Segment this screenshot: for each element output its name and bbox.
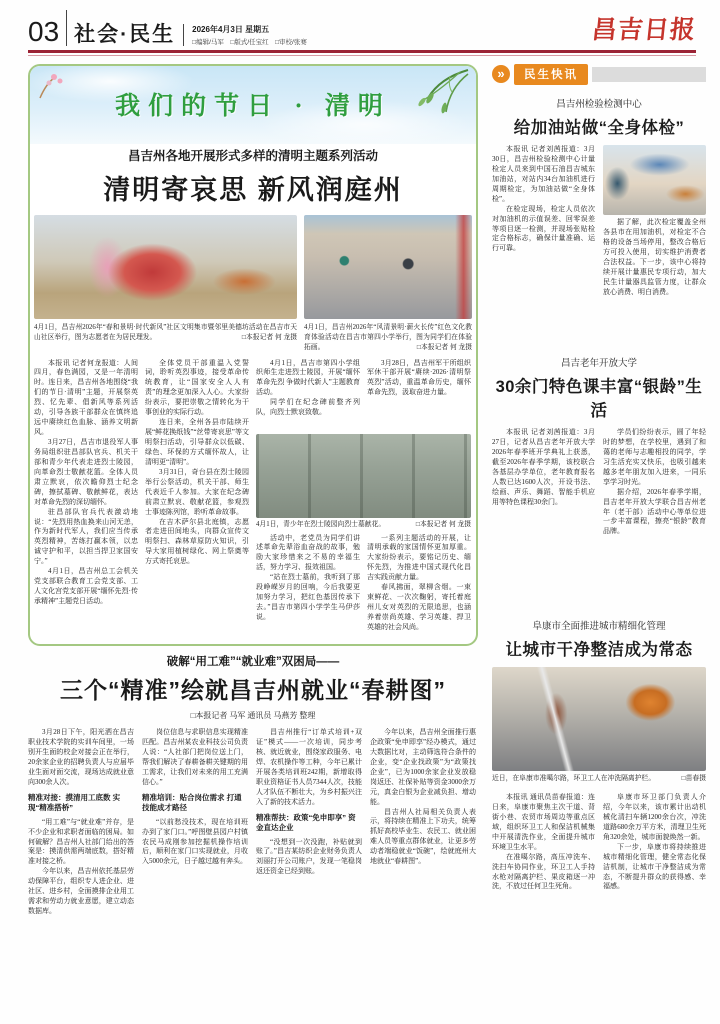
photo-caption xyxy=(256,520,471,532)
paragraph: 同学们在纪念碑前整齐列队，向烈士默哀致敬。 xyxy=(256,398,360,417)
caption-text: 4月1日，昌吉州2026年“春和景明·时代新风”社区文明集市暨邻里美德坊活动在昌吉市天山社区举行，图为志愿者在为居民理发。 xyxy=(34,324,297,341)
caption-text: 近日，在阜康市准噶尔路，环卫工人在冲洗隔离护栏。 xyxy=(492,775,656,782)
main-column xyxy=(28,64,478,1024)
staff-line: □编辑/马军 □版式/任宝红 □审校/张赛 xyxy=(192,39,307,46)
paragraph: 在吉木萨尔县北庭镇，志愿者走进田间地头，向群众宣传文明祭扫、森林草原防火知识，引导大家用植树绿化、网上祭奠等方式寄托哀思。 xyxy=(145,517,249,566)
sidebar-article-city-cleaning xyxy=(492,618,706,989)
paragraph: 3月27日，昌吉市退役军人事务局组织驻昌部队官兵、机关干部和青少年代表走进烈士陵园，向革命烈士敬献花篮。全体人员肃立默哀，依次瞻仰烈士纪念碑，擦拭墓碑、敬献鲜花，表达对革命先烈的深切缅怀。 xyxy=(34,438,138,506)
paragraph: 全体党员干部重温入党誓词，聆听英烈事迹，接受革命传统教育，让“国家安全人人有责”的理念更加深入人心。大家纷纷表示，要把崇敬之情转化为干事创业的实际行动。 xyxy=(145,358,249,417)
paragraph: 4月1日，昌吉市第四小学组织师生走进烈士陵园，开展“缅怀革命先烈 争做时代新人”主题教育活动。 xyxy=(256,358,360,397)
briefs-header-bar xyxy=(592,67,706,82)
sidebar-article-senior-university xyxy=(492,355,706,606)
paragraph: 连日来，全州各县市陆续开展“鲜花换纸钱”“丝带寄哀思”等文明祭扫活动，引导群众以低碳、绿色、环保的方式缅怀故人，让清明更“清明”。 xyxy=(145,418,249,466)
paragraph: 4月1日，昌吉州总工会机关党支部联合教育工会党支部、工人文化宫党支部开展“缅怀先烈·传承精神”主题党日活动。 xyxy=(34,567,138,606)
paragraph: 本报讯 通讯员苗春报道：连日来，阜康市聚焦主次干道、背街小巷、农贸市场周边等重点区域，组织环卫工人和保洁机械集中开展清洗作业，全面提升城市环境卫生水平。 xyxy=(492,793,595,851)
article-column-1 xyxy=(492,793,595,989)
paragraph: 3月28日，昌吉州军干所组织军休干部开展“赓续·2026·清明祭英烈”活动，重温革命历史，缅怀革命先烈，汲取奋进力量。 xyxy=(367,358,471,397)
jobs-subhead-1: 精准对接：摸清用工底数 实现“精准搭桥” xyxy=(28,792,121,813)
jobs-headline: 三个“精准”绘就昌吉州就业“春耕图” xyxy=(60,677,446,703)
photo-credit: □本报记者 何 龙摄 xyxy=(241,333,297,341)
article-column-2 xyxy=(603,145,706,343)
article-kicker: 昌吉老年开放大学 xyxy=(560,358,637,369)
jobs-column-2 xyxy=(142,728,248,1024)
article-kicker: 阜康市全面推进城市精细化管理 xyxy=(532,621,666,632)
street-sweeper-photo xyxy=(492,667,706,771)
paragraph: 学员们纷纷表示，圆了年轻时的梦想，在学校里，遇到了和蔼的老师与志趣相投的同学，学习生活充实又快乐，也吸引越来越多老年朋友加入进来，一同乐享学习时光。 xyxy=(603,428,706,486)
jobs-column-1 xyxy=(28,728,134,1024)
date-line: 2026年4月3日 星期五 xyxy=(192,25,270,34)
chevron-double-icon: » xyxy=(492,65,510,83)
jobs-column-3 xyxy=(256,728,362,1024)
photo-caption xyxy=(34,323,297,353)
festival-column-3-bottom xyxy=(256,534,360,646)
festival-photo-row xyxy=(30,207,476,319)
page-number: 03 xyxy=(28,16,60,47)
paragraph: 昌吉州推行“订单式培训+双证”模式——一次培训，同步考核、就近就业，围绕家政服务、电焊、农机操作等工种，今年已累计开展各类培训班242期，新增取得职业资格证书人员7344人次，技能人才队伍不断壮大，为乡村振兴注入了新的技术活力。 xyxy=(256,728,362,806)
paragraph: “用工难”与“就业难”并存，是不少企业和求职者面临的困局。如何破解？昌吉州人社部门给出的答案是：摸清供需两端底数，搭好精准对接之桥。 xyxy=(28,817,134,866)
festival-column-1 xyxy=(34,359,138,646)
section-title: 社会·民生 xyxy=(74,22,176,46)
paragraph: 阜康市环卫部门负责人介绍，今年以来，该市累计出动机械化清扫车辆1200余台次，冲洗道路680余万平方米，清理卫生死角320余处，城市面貌焕然一新。 xyxy=(603,793,706,841)
header-divider xyxy=(66,10,67,46)
festival-banner xyxy=(30,66,476,144)
paragraph: 昌吉州人社局相关负责人表示，将持续在精准上下功夫，统筹抓好高校毕业生、农民工、就业困难人员等重点群体就业，让更多劳动者端稳就业“饭碗”，绘就庭州大地就业“春耕图”。 xyxy=(370,807,476,866)
masthead-logo: 昌吉日报 xyxy=(590,17,698,44)
paragraph: 春风拂面，翠柳含烟。一束束鲜花、一次次鞠躬，寄托着庭州儿女对英烈的无限追思，也涵养着崇尚英雄、学习英雄、捍卫英雄的社会风尚。 xyxy=(367,583,471,631)
jobs-subhead-2: 精准培训：贴合岗位需求 打通技能成才路径 xyxy=(142,792,242,813)
jobs-article xyxy=(28,653,478,1024)
paragraph: 在准噶尔路，高压冲洗车、洗扫车协同作业，环卫工人手持水枪对隔离护栏、果皮箱逐一冲洗，不放过任何卫生死角。 xyxy=(492,852,595,891)
page-header xyxy=(0,0,720,46)
paragraph: “站在烈士墓前，我听到了那段峥嵘岁月的回响，今后我要更加努力学习，把红色基因传承下去。”昌吉市第四小学学生马伊莎说。 xyxy=(256,573,360,622)
photo-credit: □苗春摄 xyxy=(681,775,706,782)
header-rule-thick xyxy=(28,50,696,53)
briefs-sidebar xyxy=(492,64,706,1024)
paragraph: 据介绍，2026年春季学期，昌吉老年开放大学联合昌吉州老年（老干部）活动中心等单位进一步丰富课程，擦亮“银龄”教育品牌。 xyxy=(603,487,706,536)
photo-credit: □本报记者 何 龙摄 xyxy=(415,520,471,528)
paragraph: 本报讯 记者刘茜报道：3月27日，记者从昌吉老年开放大学2026年春季班开学典礼上获悉，截至2026年春季学期，该校联合各基层办学单位，老年教育报名人数已达1600人次，开设书法、绘画、声乐、舞蹈、智能手机应用等特色课程30余门。 xyxy=(492,428,595,506)
paragraph: 本报讯 记者何龙报道：人间四月，春色满园，又是一年清明时。连日来，昌吉州各地围绕“我们的节日·清明”主题，开展祭英烈、忆先辈、倡新风等系列活动，引导各族干部群众在慎终追远中赓续红色血脉、涵养文明新风。 xyxy=(34,358,138,437)
cemetery-photo xyxy=(256,434,471,518)
photo-caption xyxy=(304,323,472,353)
paragraph: 今年以来，昌吉州全面推行惠企政策“免申即享”经办模式，通过大数据比对，主动筛选符合条件的企业，变“企业找政策”为“政策找企业”，已为1000余家企业发放稳岗返还、社保补贴等资金3000余万元，真金白银为企业减负担、增动能。 xyxy=(370,728,476,806)
header-meta xyxy=(183,24,307,46)
caption-text: 4月1日，青少年在烈士陵园向烈士墓献花。 xyxy=(256,520,386,528)
article-column-2 xyxy=(603,428,706,606)
festival-kicker: 昌吉州各地开展形式多样的清明主题系列活动 xyxy=(127,149,378,163)
paragraph: 在检定现场，检定人员依次对加油机的示值误差、回零误差等项目逐一检测，并现场张贴检定合格标志，确保计量准确、运行可靠。 xyxy=(492,204,595,253)
festival-column-4-bottom xyxy=(367,534,471,646)
article-column-1 xyxy=(492,428,595,606)
sidebar-article-fuel-station xyxy=(492,96,706,343)
article-column-1 xyxy=(492,145,595,343)
caption-text: 4月1日，昌吉州2026年“风清景明·薪火长传”红色文化教育体验活动在昌吉市第四小学举行，图为同学们在体验拓画。 xyxy=(304,324,472,351)
paragraph: 活动中，老党员为同学们讲述革命先辈浴血奋战的故事，勉励大家珍惜来之不易的幸福生活，努力学习、报效祖国。 xyxy=(256,533,360,572)
article-headline: 给加油站做“全身体检” xyxy=(513,119,685,137)
festival-banner-title: 我们的节日 · 清明 xyxy=(115,93,391,120)
paragraph: 今年以来，昌吉州依托基层劳动保障平台，组织专人进企业、进社区、进乡村，全面摸排企业用工需求和劳动力就业意愿，建立动态数据库。 xyxy=(28,867,134,916)
paragraph: 3月31日，奇台县在烈士陵园举行公祭活动，机关干部、师生代表近千人参加。大家在纪念碑前肃立默哀、敬献花篮，参观烈士事迹陈列馆，聆听革命故事。 xyxy=(145,467,249,516)
festival-column-3-top xyxy=(256,359,360,431)
festival-column-4-top xyxy=(367,359,471,431)
article-headline: 30余门特色课丰富“银龄”生活 xyxy=(495,378,703,420)
jobs-column-4 xyxy=(370,728,476,1024)
school-activity-photo xyxy=(304,215,472,319)
paragraph: “没想到一次没跑，补贴就到账了。”昌吉某纺织企业财务负责人刘丽打开公司账户，发现一笔稳岗返还资金已经到账。 xyxy=(256,837,362,876)
festival-article xyxy=(28,64,478,646)
fuel-station-photo xyxy=(603,145,706,215)
briefs-header xyxy=(492,64,706,84)
paragraph: 下一步，阜康市将持续推进城市精细化管理，健全常态化保洁机制，让城市干净整洁成为常态，不断提升群众的获得感、幸福感。 xyxy=(603,842,706,891)
festival-column-2 xyxy=(145,359,249,646)
paragraph: 岗位信息与求职信息实现精准匹配。昌吉州某农业科技公司负责人说：“人社部门把岗位送上门，帮我们解决了春耕备耕关键期的用工需求，让我们对未来的用工充满信心。” xyxy=(142,728,248,786)
jobs-body xyxy=(28,728,478,1024)
paragraph: 驻昌部队官兵代表激动地说：“先烈用热血换来山河无恙，作为新时代军人，我们应当传承英烈精神，苦练打赢本领，以忠诚守护和平，以担当捍卫家国安宁。” xyxy=(34,507,138,566)
paragraph: 据了解，此次检定覆盖全州各县市在用加油机，对检定不合格的设备当场停用，整改合格后方可投入使用，切实维护消费者合法权益。下一步，该中心将持续开展计量惠民专项行动，加大民生计量器具监管力度，让群众放心消费、明白消费。 xyxy=(603,218,706,296)
festival-body xyxy=(30,353,476,646)
jobs-byline: □本报记者 马军 通讯员 马燕芳 整理 xyxy=(190,711,316,720)
festival-headline: 清明寄哀思 新风润庭州 xyxy=(103,175,403,205)
briefs-section-label: 民生快讯 xyxy=(514,64,588,85)
photo-credit: □本报记者 何 龙摄 xyxy=(416,343,472,351)
article-headline: 让城市干净整洁成为常态 xyxy=(505,641,693,659)
jobs-kicker: 破解“用工难”“就业难”双困局—— xyxy=(166,656,340,668)
paragraph: 3月28日下午，阳光洒在昌吉职业技术学院的实训车间里，一场别开生面的校企对接会正在举行，20余家企业的招聘负责人与应届毕业生面对面交流，现场达成就业意向300余人次。 xyxy=(28,728,134,786)
jobs-subhead-3: 精准帮扶：政策“免申即享” 资金直达企业 xyxy=(256,812,356,832)
paragraph: 一系列主题活动的开展，让清明承载的家国情怀更加厚重。大家纷纷表示，要铭记历史、缅怀先烈，为推进中国式现代化昌吉实践贡献力量。 xyxy=(367,533,471,582)
article-column-2 xyxy=(603,793,706,989)
paragraph: “以前愁没技术，现在培训班办到了家门口。”呼图壁县园户村镇农民马成刚参加挖掘机操作培训后，顺利在家门口实现就业，月收入5000余元，日子越过越有奔头。 xyxy=(142,817,248,866)
paragraph: 本报讯 记者刘茜报道：3月30日，昌吉州检验检测中心计量检定人员来到中国石油昌吉城东加油站，对站内34台加油机进行周期检定，为加油站做“全身体检”。 xyxy=(492,145,595,203)
article-kicker: 昌吉州检验检测中心 xyxy=(556,99,642,110)
community-market-photo xyxy=(34,215,297,319)
photo-caption xyxy=(492,774,706,786)
